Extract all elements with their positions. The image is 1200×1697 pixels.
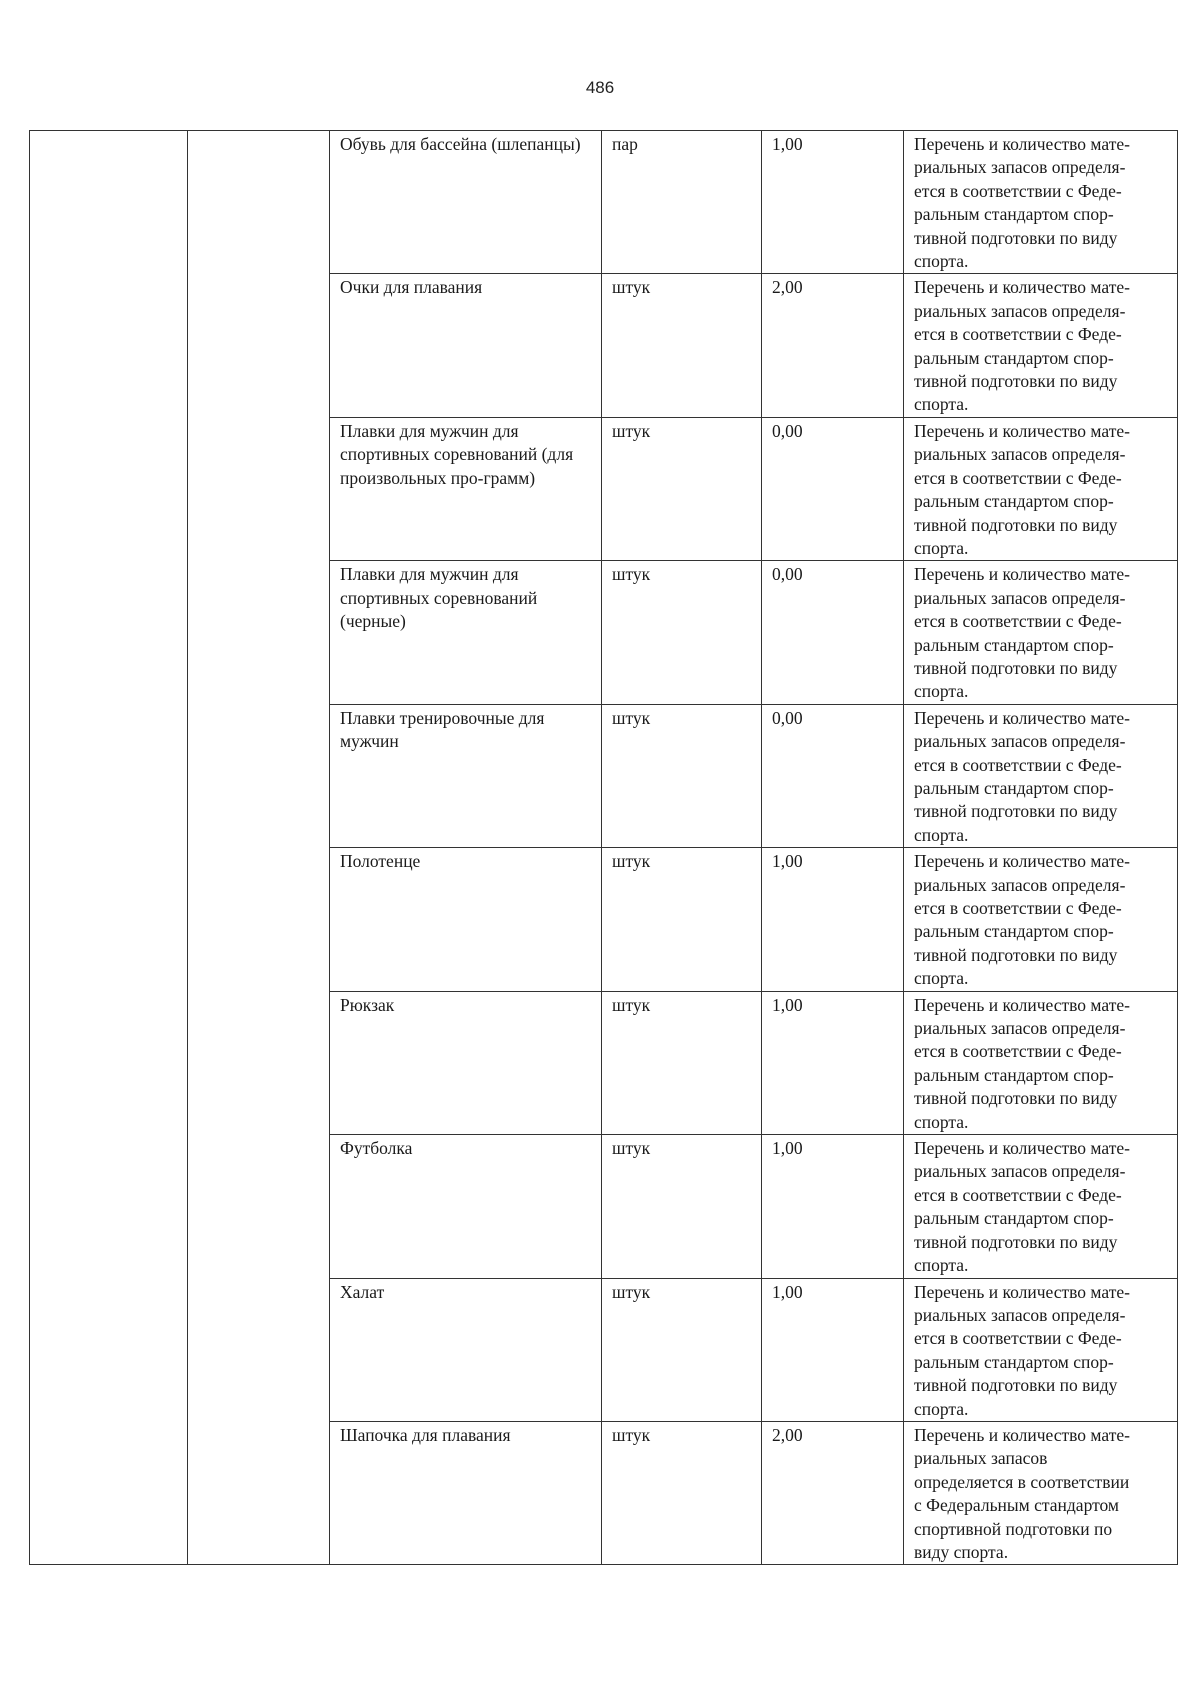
unit-cell: штук — [602, 848, 762, 991]
item-name-cell: Полотенце — [330, 848, 602, 991]
unit-cell: штук — [602, 991, 762, 1134]
item-name-cell: Шапочка для плавания — [330, 1421, 602, 1564]
note-cell: Перечень и количество мате- риальных запасов определя- ется в соответствии с Феде- ральным стандартом спор- тивной подготовки по виду спорта. — [904, 848, 1178, 991]
note-cell: Перечень и количество мате- риальных запасов определя- ется в соответствии с Феде- ральным стандартом спор- тивной подготовки по виду спорта. — [904, 417, 1178, 560]
quantity-cell: 0,00 — [762, 417, 904, 560]
unit-cell: пар — [602, 131, 762, 274]
quantity-cell: 0,00 — [762, 704, 904, 847]
note-cell: Перечень и количество мате- риальных запасов определя- ется в соответствии с Феде- ральным стандартом спор- тивной подготовки по виду спорта. — [904, 131, 1178, 274]
item-name-cell: Плавки для мужчин для спортивных соревнований (черные) — [330, 561, 602, 704]
quantity-cell: 1,00 — [762, 991, 904, 1134]
quantity-cell: 1,00 — [762, 1135, 904, 1278]
item-name-cell: Плавки для мужчин для спортивных соревнований (для произвольных про-грамм) — [330, 417, 602, 560]
materials-table-body — [30, 131, 1178, 1565]
quantity-cell: 2,00 — [762, 274, 904, 417]
note-cell: Перечень и количество мате- риальных запасов определя- ется в соответствии с Феде- ральным стандартом спор- тивной подготовки по виду спорта. — [904, 704, 1178, 847]
empty-merged-cell-1 — [30, 131, 188, 1565]
empty-merged-cell-2 — [188, 131, 330, 1565]
unit-cell: штук — [602, 1421, 762, 1564]
note-cell: Перечень и количество мате- риальных запасов определя- ется в соответствии с Феде- ральным стандартом спор- тивной подготовки по виду спорта. — [904, 1278, 1178, 1421]
item-name-cell: Плавки тренировочные для мужчин — [330, 704, 602, 847]
item-name-cell: Очки для плавания — [330, 274, 602, 417]
unit-cell: штук — [602, 1135, 762, 1278]
quantity-cell: 0,00 — [762, 561, 904, 704]
note-cell: Перечень и количество мате- риальных запасов определя- ется в соответствии с Феде- ральным стандартом спор- тивной подготовки по виду спорта. — [904, 561, 1178, 704]
note-cell: Перечень и количество мате- риальных запасов определя- ется в соответствии с Феде- ральным стандартом спор- тивной подготовки по виду спорта. — [904, 991, 1178, 1134]
note-cell: Перечень и количество мате- риальных запасов определя- ется в соответствии с Феде- ральным стандартом спор- тивной подготовки по виду спорта. — [904, 274, 1178, 417]
note-cell: Перечень и количество мате- риальных запасов определяется в соответствии с Федеральным стандартом спортивной подготовки по виду спорта. — [904, 1421, 1178, 1564]
unit-cell: штук — [602, 561, 762, 704]
table-row — [30, 131, 1178, 274]
quantity-cell: 2,00 — [762, 1421, 904, 1564]
item-name-cell: Халат — [330, 1278, 602, 1421]
item-name-cell: Рюкзак — [330, 991, 602, 1134]
quantity-cell: 1,00 — [762, 848, 904, 991]
quantity-cell: 1,00 — [762, 1278, 904, 1421]
unit-cell: штук — [602, 417, 762, 560]
note-cell: Перечень и количество мате- риальных запасов определя- ется в соответствии с Феде- ральным стандартом спор- тивной подготовки по виду спорта. — [904, 1135, 1178, 1278]
page-number: 486 — [585, 78, 615, 97]
item-name-cell: Футболка — [330, 1135, 602, 1278]
unit-cell: штук — [602, 704, 762, 847]
item-name-cell: Обувь для бассейна (шлепанцы) — [330, 131, 602, 274]
unit-cell: штук — [602, 1278, 762, 1421]
materials-table — [29, 130, 1178, 1565]
quantity-cell: 1,00 — [762, 131, 904, 274]
unit-cell: штук — [602, 274, 762, 417]
